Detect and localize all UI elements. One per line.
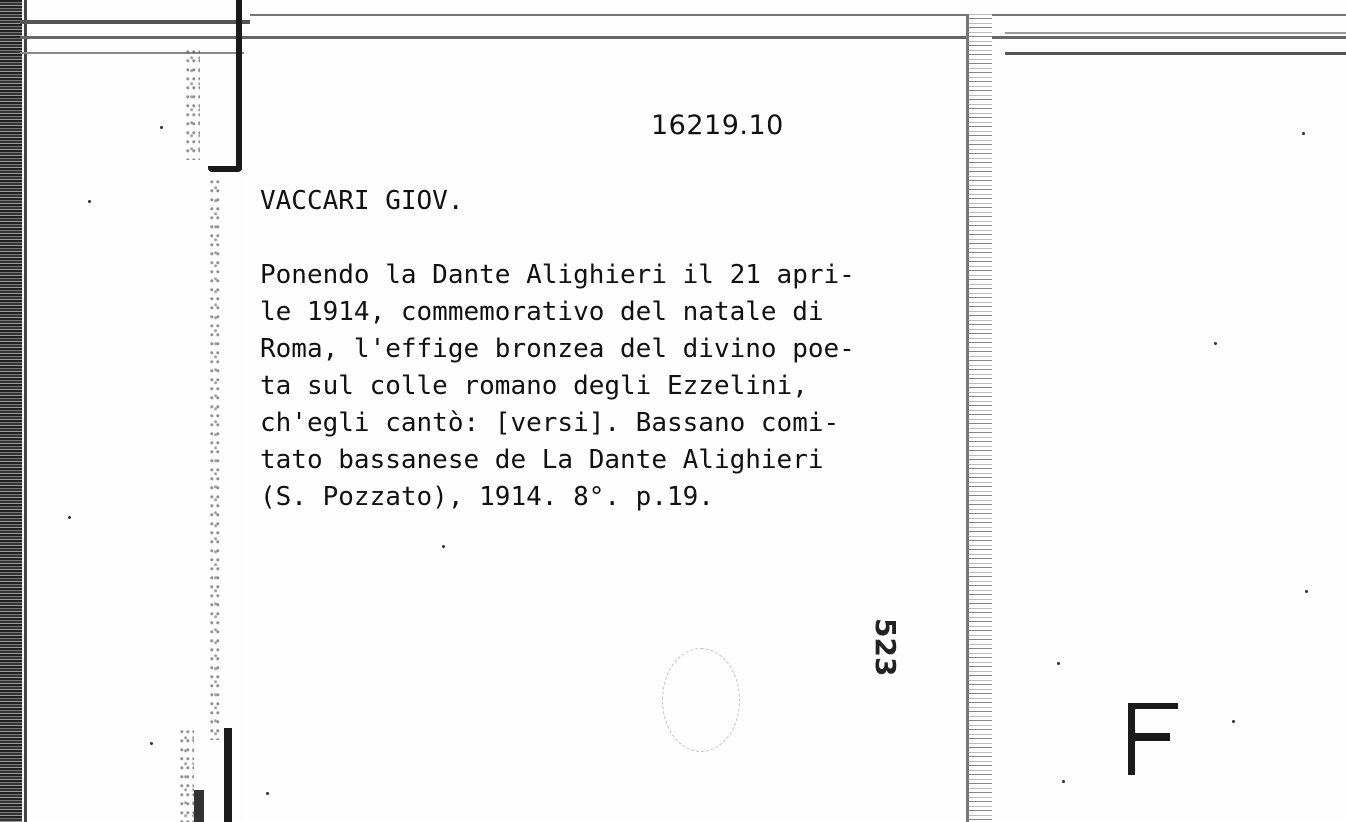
adjacent-card-top-band — [250, 0, 1346, 16]
adjacent-card-rule — [20, 36, 1346, 39]
card-tab-lower-mark — [194, 790, 204, 822]
scan-speck — [1062, 780, 1065, 783]
scan-speck — [150, 742, 153, 745]
card-tab-lower — [224, 728, 232, 822]
card-tab-upper — [236, 0, 242, 170]
guide-letter-f — [1128, 703, 1178, 775]
scan-speck — [1232, 720, 1235, 723]
entry-line: Roma, l'effige bronzea del divino poe- — [260, 334, 855, 364]
entry-line: ta sul colle romano degli Ezzelini, — [260, 371, 808, 401]
bibliographic-entry — [260, 257, 970, 516]
scan-speck — [1302, 132, 1305, 135]
entry-line: le 1914, commemorativo del natale di — [260, 297, 824, 327]
punch-hole — [662, 648, 740, 752]
drawer-left-edge — [0, 0, 22, 822]
scan-speck — [1305, 590, 1308, 593]
scan-speck — [1214, 342, 1217, 345]
scan-speck — [1057, 662, 1060, 665]
card-tab-upper-foot — [208, 166, 242, 172]
scan-noise — [186, 50, 200, 160]
author-heading: VACCARI GIOV. — [260, 186, 464, 216]
entry-line: (S. Pozzato), 1914. 8°. p.19. — [260, 482, 714, 512]
call-number: 16219.10 — [651, 110, 784, 141]
scan-speck — [266, 792, 269, 795]
scan-speck — [442, 545, 445, 548]
scan-speck — [160, 126, 163, 129]
entry-line: ch'egli cantò: [versi]. Bassano comi- — [260, 408, 840, 438]
adjacent-card-rule — [1005, 52, 1346, 55]
guide-letter-top-bar — [1128, 703, 1178, 709]
adjacent-card-rule — [1005, 32, 1346, 34]
entry-line: Ponendo la Dante Alighieri il 21 apri- — [260, 260, 855, 290]
scan-speck — [88, 200, 91, 203]
scan-noise — [210, 180, 220, 740]
entry-line: tato bassanese de La Dante Alighieri — [260, 445, 824, 475]
stamp-number: 523 — [869, 618, 902, 677]
scan-noise — [180, 730, 194, 822]
adjacent-card-rule — [20, 20, 250, 24]
scan-speck — [68, 516, 71, 519]
drawer-left-line — [24, 0, 27, 822]
adjacent-card-rule — [20, 52, 245, 54]
guide-letter-mid-bar — [1128, 733, 1170, 741]
